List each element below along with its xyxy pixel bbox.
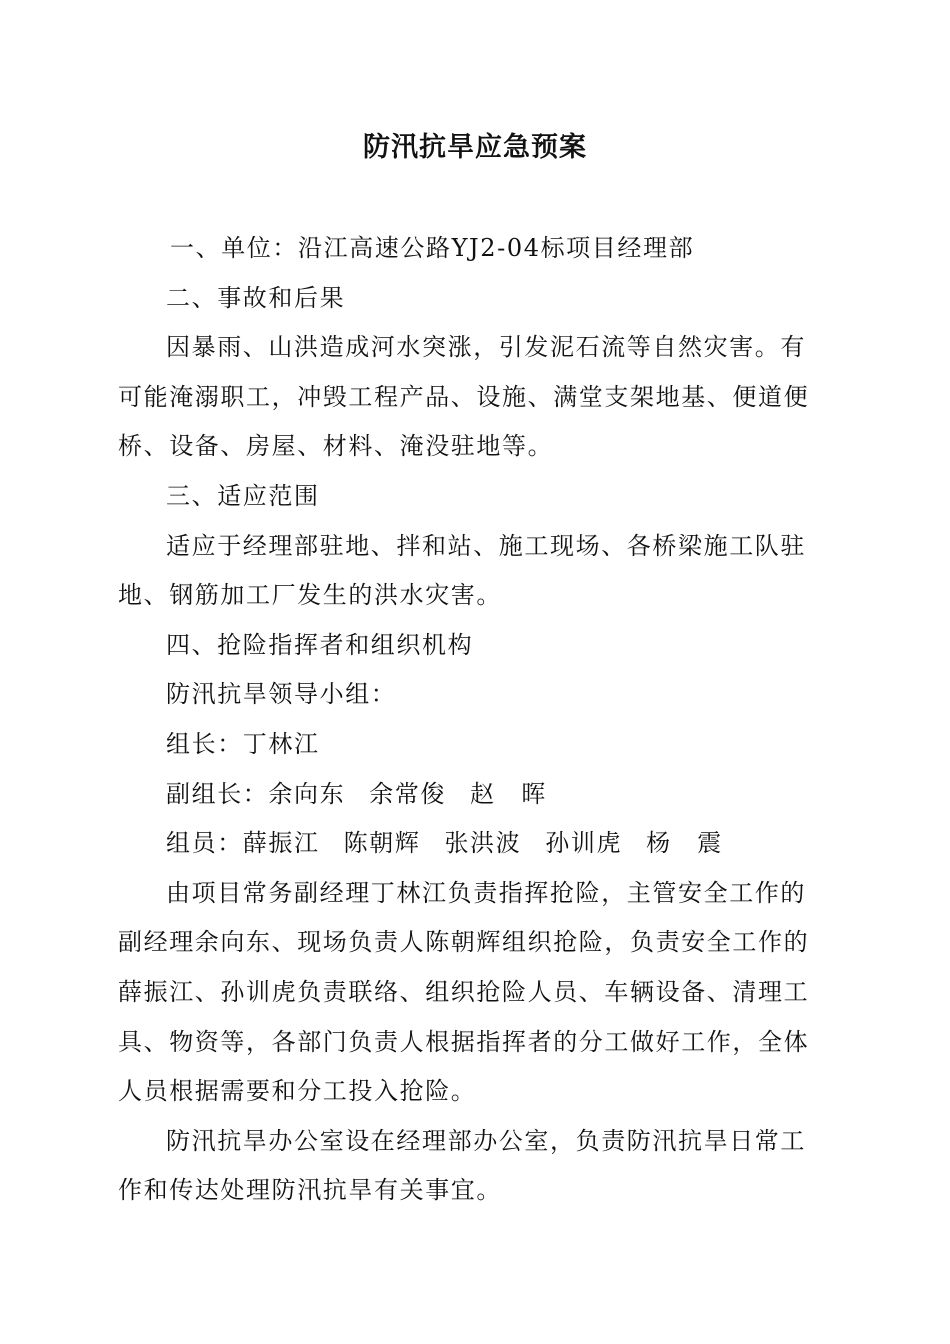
- paragraph-leader: 组长：丁林江: [166, 729, 320, 758]
- heading-organization: 四、抢险指挥者和组织机构: [166, 630, 474, 659]
- deputy-label: 副组长：: [166, 779, 269, 808]
- document-title: 防汛抗旱应急预案: [363, 132, 587, 163]
- member-name: 张洪波: [444, 829, 522, 858]
- paragraph-consequences: 因暴雨、山洪造成河水突涨，引发泥石流等自然灾害。有可能淹溺职工，冲毁工程产品、设施、满堂支架地基、便道便桥、设备、房屋、材料、淹没驻地等。: [118, 333, 810, 461]
- member-name: 薛振江: [242, 829, 320, 858]
- heading-scope: 三、适应范围: [166, 481, 320, 510]
- paragraph-unit: 一、单位：沿江高速公路YJ2-04标项目经理部: [170, 234, 695, 262]
- member-name: 陈朝辉: [343, 829, 421, 858]
- deputy-name: 余向东: [268, 779, 346, 808]
- member-name: 孙训虎: [545, 829, 623, 858]
- deputy-name: 余常俊: [369, 779, 447, 808]
- member-name: 杨 震: [646, 829, 723, 858]
- heading-consequences: 二、事故和后果: [166, 283, 346, 312]
- paragraph-responsibilities: 由项目常务副经理丁林江负责指挥抢险，主管安全工作的副经理余向东、现场负责人陈朝辉组织抢险，负责安全工作的薛振江、孙训虎负责联络、组织抢险人员、车辆设备、清理工具、物资等，各部门负责人根据指挥者的分工做好工作，全体人员根据需要和分工投入抢险。: [118, 878, 810, 1106]
- paragraph-members: [118, 819, 818, 869]
- members-label: 组员：: [166, 829, 243, 858]
- paragraph-scope: 适应于经理部驻地、拌和站、施工现场、各桥梁施工队驻地、钢筋加工厂发生的洪水灾害。: [118, 531, 806, 610]
- document-body: [118, 224, 818, 1216]
- paragraph-leading-group: 防汛抗旱领导小组：: [166, 680, 397, 709]
- paragraph-office: 防汛抗旱办公室设在经理部办公室，负责防汛抗旱日常工作和传达处理防汛抗旱有关事宜。: [118, 1126, 806, 1205]
- paragraph-deputy-leaders: [118, 770, 818, 820]
- deputy-name: 赵 晖: [470, 779, 547, 808]
